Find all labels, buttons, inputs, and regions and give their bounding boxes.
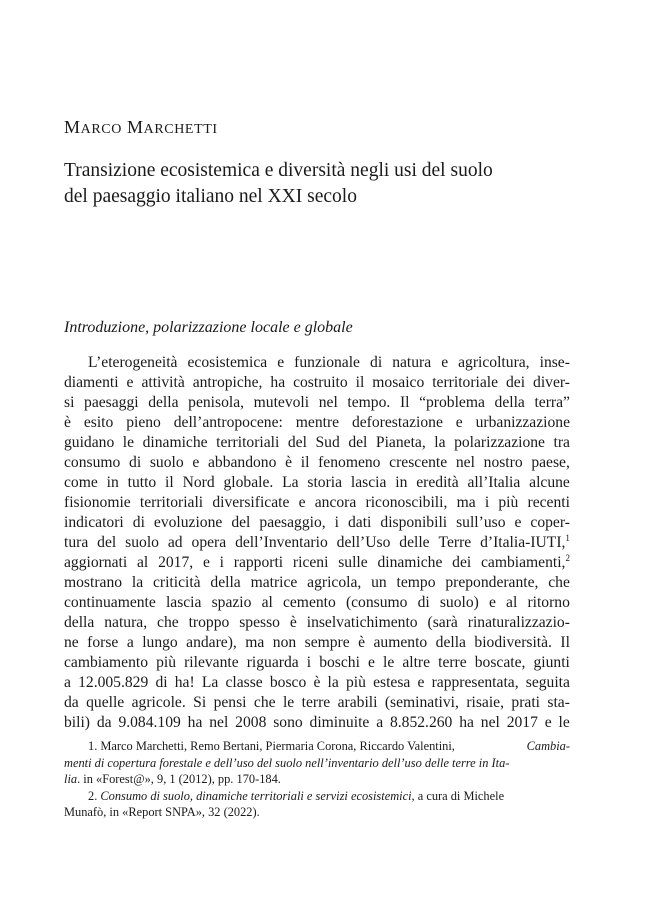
- body-line: [64, 373, 570, 393]
- body-word: territoriale: [432, 374, 499, 391]
- body-word: del: [287, 434, 307, 451]
- body-word: attività: [141, 374, 185, 391]
- body-word: che: [253, 694, 276, 711]
- body-word: forse: [87, 634, 119, 651]
- body-word: altre: [402, 654, 431, 671]
- body-word: matrice: [250, 574, 298, 591]
- body-word: e: [417, 674, 425, 691]
- body-word: diamenti: [64, 374, 119, 391]
- footnote-2-line2: Munafò, in «Report SNPA», 32 (2022).: [64, 805, 260, 820]
- body-word: natura: [392, 354, 432, 371]
- title-line: Transizione ecosistemica e diversità negli usi del suolo: [64, 160, 493, 181]
- article-title: [64, 158, 584, 210]
- body-word: esito: [83, 414, 114, 431]
- body-word: le: [558, 714, 570, 731]
- body-word: cambiamento: [64, 654, 148, 671]
- body-word: ad: [167, 534, 183, 551]
- body-word: in: [106, 474, 119, 491]
- body-word: 2017: [506, 714, 538, 731]
- body-word: lascia: [350, 474, 387, 491]
- body-word: agricoltura,: [458, 354, 530, 371]
- body-line: [64, 673, 570, 693]
- body-word: dell’antropocene:: [173, 414, 283, 431]
- body-word: ha: [270, 374, 286, 391]
- body-word: più: [156, 654, 177, 671]
- body-word: a: [126, 634, 134, 651]
- body-word: evoluzione: [153, 514, 223, 531]
- body-word: ritorno: [527, 594, 570, 611]
- body-word: mutevoli: [253, 394, 310, 411]
- body-word: un: [371, 574, 387, 591]
- body-word: di: [132, 514, 145, 531]
- body-word: bili): [64, 714, 90, 731]
- body-word: sull’uso: [456, 514, 506, 531]
- body-word: di: [155, 674, 168, 691]
- body-line: [64, 513, 570, 533]
- body-word: più: [498, 494, 519, 511]
- body-word: le: [122, 434, 135, 451]
- body-word: sono: [273, 714, 303, 731]
- body-word: aumento: [373, 634, 428, 651]
- body-word: del: [231, 514, 251, 531]
- body-word: e: [455, 414, 463, 431]
- body-word: nel: [318, 394, 338, 411]
- body-word: è: [289, 614, 297, 631]
- author-first-initial: M: [64, 117, 81, 137]
- body-line: [64, 593, 570, 613]
- body-word: La: [201, 674, 219, 691]
- body-word: nostro: [483, 454, 523, 471]
- body-line: [64, 713, 570, 733]
- body-word: risaie,: [466, 694, 504, 711]
- body-word: all’Italia: [467, 474, 521, 491]
- body-word: funzionale: [294, 354, 360, 371]
- body-line: [64, 353, 570, 373]
- body-paragraph: [64, 353, 570, 733]
- body-word: terre: [301, 694, 331, 711]
- body-word: inse-: [539, 354, 570, 371]
- footnote-1-italic-line: menti di copertura forestale e dell’uso del suolo nell’inventario dell’uso delle terre in Ita-: [64, 755, 510, 770]
- body-word: della: [210, 574, 241, 591]
- body-word: nel: [455, 454, 475, 471]
- body-word: lungo: [142, 634, 178, 651]
- body-word: tempo.: [347, 394, 391, 411]
- body-word: inselvatichimento: [306, 614, 418, 631]
- body-word: cambiamenti,$^2$: [481, 553, 570, 571]
- body-word: di: [417, 594, 430, 611]
- body-word: in: [395, 474, 408, 491]
- body-word: ecosistemica: [187, 354, 268, 371]
- body-word: mentre: [295, 414, 340, 431]
- body-word: della: [494, 394, 525, 411]
- body-word: la: [131, 574, 144, 591]
- body-word: estesa: [373, 674, 411, 691]
- body-line: [64, 493, 570, 513]
- body-word: troppo: [188, 614, 230, 631]
- body-word: spazio: [211, 594, 252, 611]
- body-word: “problema: [419, 394, 485, 411]
- footnote-1-lead: 1. Marco Marchetti, Remo Bertani, Piermaria Corona, Riccardo Valentini,: [88, 739, 455, 753]
- body-word: ancora: [314, 494, 357, 511]
- body-word: del: [348, 434, 368, 451]
- body-word: rilevante: [184, 654, 239, 671]
- body-word: guidano: [64, 434, 115, 451]
- body-word: ma: [456, 494, 476, 511]
- body-word: opera: [191, 534, 227, 551]
- body-line: [64, 693, 570, 713]
- body-line: [64, 473, 570, 493]
- body-word: ha: [459, 714, 474, 731]
- footnote-2-rest: , a cura di Michele: [411, 788, 505, 803]
- body-word: rappresentata,: [431, 674, 519, 691]
- body-word: e: [441, 354, 449, 371]
- body-word: territoriali: [139, 494, 204, 511]
- body-word: (seminativi,: [384, 694, 459, 711]
- body-word: La: [282, 474, 299, 491]
- body-word: i: [334, 514, 339, 531]
- footnote-1-italic: Cambia-: [526, 739, 570, 753]
- body-word: i: [219, 554, 224, 571]
- body-word: dati: [348, 514, 372, 531]
- body-word: la: [434, 434, 446, 451]
- body-word: fisionomie: [64, 494, 131, 511]
- body-word: 8.852.260: [389, 714, 453, 731]
- body-word: Terre: [438, 534, 472, 551]
- footnote-1-italic-end: lia: [64, 772, 78, 787]
- body-word: costruito: [293, 374, 348, 391]
- body-word: il: [355, 374, 365, 391]
- body-word: della: [148, 394, 179, 411]
- body-word: sulle: [338, 554, 368, 571]
- body-word: al: [261, 594, 273, 611]
- footnote-ref-1[interactable]: 1: [565, 533, 570, 543]
- author-first-rest: ARCO: [80, 122, 122, 137]
- body-word: riguarda: [246, 654, 299, 671]
- body-line: [64, 533, 570, 553]
- section-heading: Introduzione, polarizzazione locale e globale: [64, 319, 353, 336]
- body-word: criticità: [152, 574, 201, 591]
- body-word: suolo: [125, 534, 159, 551]
- footnote-1-line: [64, 738, 570, 755]
- body-word: (consumo: [345, 594, 408, 611]
- body-word: e: [514, 514, 522, 531]
- body-word: globale.: [223, 474, 274, 491]
- body-word: storia: [307, 474, 343, 491]
- body-word: da: [96, 714, 112, 731]
- body-word: d’Italia-IUTI,$^1$: [480, 533, 570, 551]
- body-word: il: [165, 474, 174, 491]
- body-word: la: [327, 674, 339, 691]
- body-word: cemento: [282, 594, 336, 611]
- body-word: agricole.: [131, 694, 186, 711]
- body-line: [64, 413, 570, 433]
- body-word: (sarà: [427, 614, 458, 631]
- body-word: al: [506, 594, 518, 611]
- body-word: che: [548, 574, 570, 591]
- body-word: natura,: [104, 614, 148, 631]
- body-word: boscate,: [474, 654, 526, 671]
- body-word: come: [64, 474, 98, 491]
- body-word: sempre: [304, 634, 350, 651]
- footnote-1-line: [64, 771, 570, 788]
- body-word: i: [484, 494, 490, 511]
- body-word: 2017,: [158, 554, 194, 571]
- body-word: territoriali: [216, 434, 280, 451]
- body-word: nel: [209, 714, 229, 731]
- body-word: L’eterogeneità: [88, 354, 178, 371]
- body-word: spesso: [239, 614, 280, 631]
- body-word: il: [300, 454, 310, 471]
- body-word: urbanizzazione: [475, 414, 570, 431]
- body-line: [64, 573, 570, 593]
- body-word: andare),: [186, 634, 237, 651]
- body-word: dell’Inventario: [235, 534, 328, 551]
- body-word: si: [64, 394, 75, 411]
- body-word: recenti: [527, 494, 570, 511]
- body-word: Sud: [315, 434, 340, 451]
- body-word: Pianeta,: [375, 434, 426, 451]
- body-word: deforestazione: [351, 414, 443, 431]
- title-line: del paesaggio italiano nel XXI secolo: [64, 186, 357, 207]
- body-word: ne: [64, 634, 79, 651]
- footnote-ref-2[interactable]: 2: [565, 553, 570, 563]
- body-word: e: [277, 354, 285, 371]
- body-word: Nord: [182, 474, 215, 491]
- author-name: [64, 117, 218, 138]
- body-word: 12.005.829: [78, 674, 149, 691]
- body-word: e: [367, 654, 375, 671]
- body-word: diversificate: [212, 494, 290, 511]
- body-word: polarizzazione: [454, 434, 545, 451]
- body-word: nel: [480, 714, 500, 731]
- body-word: terre: [438, 654, 467, 671]
- body-word: mosaico: [372, 374, 425, 391]
- body-line: [64, 613, 570, 633]
- body-word: è: [313, 674, 321, 691]
- body-word: al: [137, 554, 149, 571]
- body-word: delle: [399, 534, 430, 551]
- body-word: preponderante,: [445, 574, 539, 591]
- body-word: aggiornati: [64, 554, 128, 571]
- body-word: e: [544, 714, 552, 731]
- body-word: di: [129, 454, 142, 471]
- body-word: della: [435, 634, 466, 651]
- body-word: a: [376, 714, 384, 731]
- body-word: diminuite: [309, 714, 370, 731]
- body-word: dinamiche: [142, 434, 208, 451]
- body-word: i: [306, 654, 312, 671]
- body-word: crescente: [389, 454, 448, 471]
- footnote-2-lead: 2.: [88, 788, 98, 803]
- body-word: Il: [399, 394, 410, 411]
- body-word: coper-: [530, 514, 570, 531]
- body-word: e: [192, 454, 200, 471]
- body-word: biodiversità.: [474, 634, 552, 651]
- body-word: riceni: [292, 554, 329, 571]
- body-word: tutto: [127, 474, 157, 491]
- body-word: penisola,: [188, 394, 245, 411]
- body-word: dinamiche: [377, 554, 443, 571]
- body-word: pieno: [126, 414, 161, 431]
- body-word: abbandono: [207, 454, 277, 471]
- footnote-1-line: [64, 755, 570, 772]
- body-word: non: [272, 634, 297, 651]
- body-word: rapporti: [233, 554, 284, 571]
- body-word: 9.084.109: [118, 714, 181, 731]
- footnote-2-line: [64, 788, 570, 805]
- body-word: dei: [506, 374, 526, 391]
- body-word: diver-: [533, 374, 570, 391]
- body-word: giunti: [533, 654, 570, 671]
- body-word: classe: [225, 674, 263, 691]
- body-word: continuamente: [64, 594, 156, 611]
- body-word: suolo: [149, 454, 184, 471]
- body-word: arabili: [337, 694, 378, 711]
- body-word: più: [345, 674, 366, 691]
- body-word: consumo: [64, 454, 121, 471]
- body-word: tra: [553, 434, 570, 451]
- body-word: e: [126, 374, 134, 391]
- body-line: [64, 453, 570, 473]
- body-word: boschi: [319, 654, 360, 671]
- body-word: è: [64, 414, 71, 431]
- body-word: seguita: [525, 674, 570, 691]
- body-word: bosco: [269, 674, 307, 691]
- body-word: sta-: [547, 694, 570, 711]
- footnote-2-italic: Consumo di suolo, dinamiche territoriali e servizi ecosistemici: [100, 788, 412, 803]
- body-word: disponibili: [380, 514, 448, 531]
- body-word: rinaturalizzazio-: [467, 614, 570, 631]
- body-word: fenomeno: [318, 454, 381, 471]
- body-word: alcune: [529, 474, 570, 491]
- body-word: quelle: [86, 694, 125, 711]
- body-word: mostrano: [64, 574, 123, 591]
- author-last-initial: M: [127, 117, 144, 137]
- body-line: [64, 393, 570, 413]
- body-word: riconoscibili,: [365, 494, 448, 511]
- body-word: Il: [560, 634, 570, 651]
- author-last-rest: ARCHETTI: [143, 122, 218, 137]
- body-word: a: [64, 674, 71, 691]
- body-word: suolo): [439, 594, 479, 611]
- body-word: antropiche,: [192, 374, 263, 391]
- body-word: dei: [452, 554, 472, 571]
- body-word: agricola,: [307, 574, 362, 591]
- body-word: indicatori: [64, 514, 124, 531]
- body-word: ha!: [174, 674, 195, 691]
- body-word: tempo: [396, 574, 436, 591]
- body-word: della: [64, 614, 95, 631]
- body-line: [64, 633, 570, 653]
- body-word: paesaggi: [84, 394, 139, 411]
- body-word: prati: [511, 694, 540, 711]
- body-word: dell’Uso: [336, 534, 391, 551]
- body-word: e: [202, 554, 210, 571]
- body-word: lascia: [165, 594, 202, 611]
- body-word: paesaggio,: [259, 514, 326, 531]
- body-word: le: [382, 654, 395, 671]
- body-word: Si: [193, 694, 207, 711]
- body-word: ha: [187, 714, 203, 731]
- body-word: paese,: [531, 454, 570, 471]
- body-line: [64, 433, 570, 453]
- body-word: è: [285, 454, 293, 471]
- body-word: da: [64, 694, 79, 711]
- body-word: ma: [245, 634, 265, 651]
- body-word: 2008: [235, 714, 267, 731]
- footnotes: [64, 738, 570, 821]
- body-word: eredità: [416, 474, 459, 491]
- body-word: è: [358, 634, 366, 651]
- body-line: [64, 653, 570, 673]
- body-line: [64, 553, 570, 573]
- body-word: tura: [64, 534, 89, 551]
- body-word: e: [298, 494, 306, 511]
- body-word: terra”: [534, 394, 570, 411]
- body-word: pensi: [213, 694, 247, 711]
- footnote-1-rest: . in «Forest@», 9, 1 (2012), pp. 170-184.: [77, 772, 281, 787]
- body-word: le: [282, 694, 295, 711]
- body-word: e: [488, 594, 496, 611]
- body-word: del: [97, 534, 117, 551]
- footnote-2-line: [64, 804, 570, 821]
- body-word: che: [157, 614, 179, 631]
- body-word: di: [370, 354, 383, 371]
